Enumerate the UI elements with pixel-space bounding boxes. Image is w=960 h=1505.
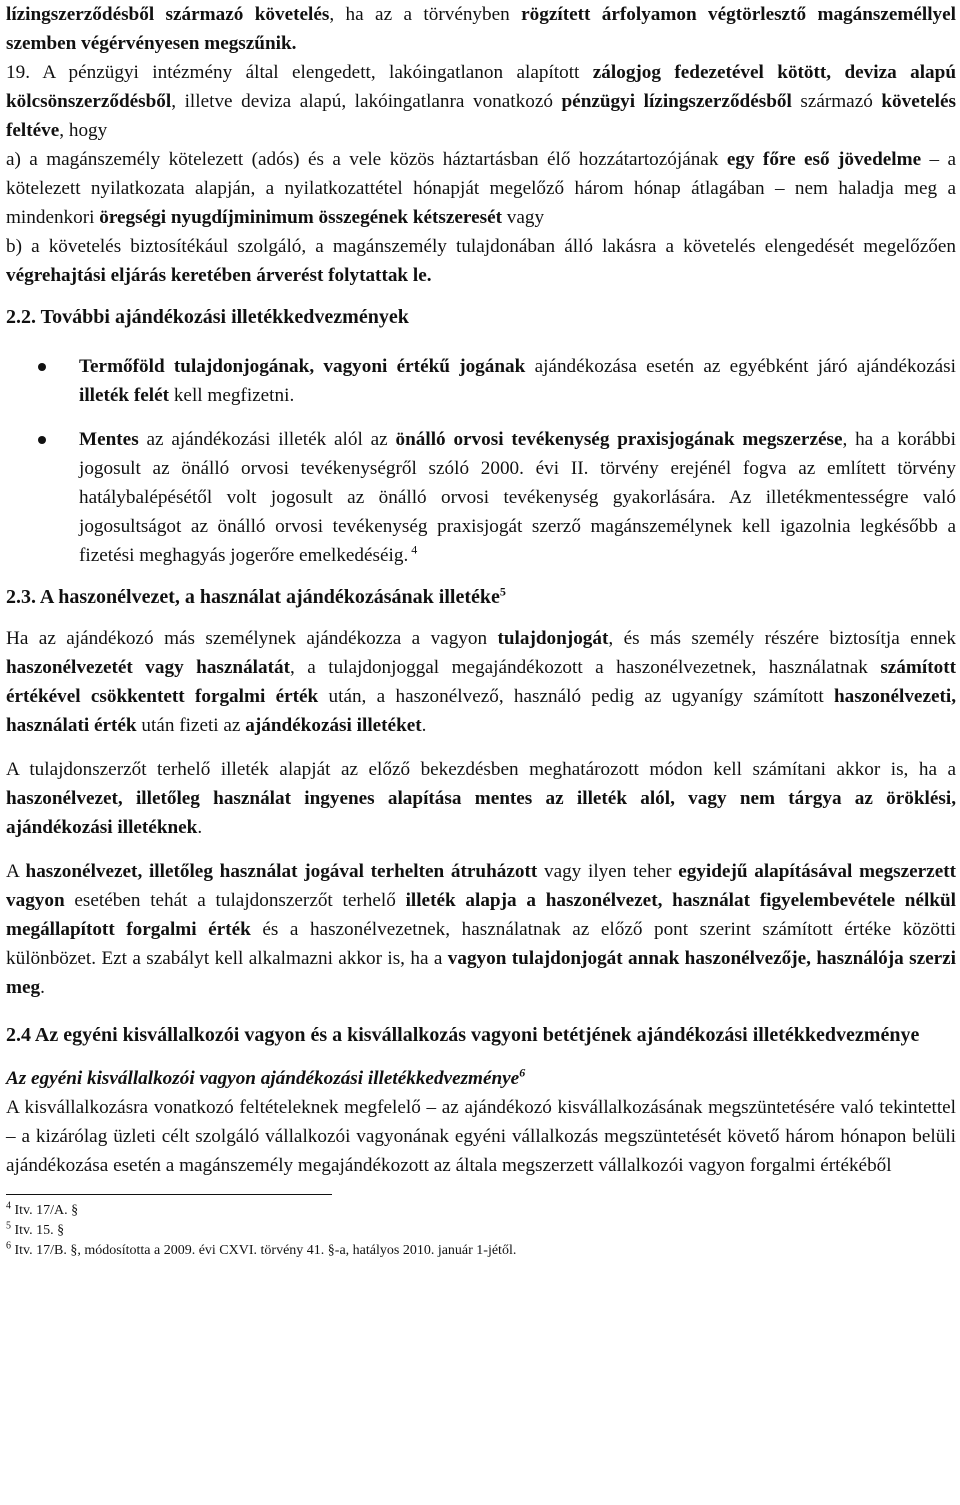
footnote-5: $^5$ Itv. 15. §: [6, 1220, 65, 1238]
paragraph-continuation: lízingszerződésből származó követelés, ha az a törvényben rögzített árfolyamon végtörlesztő magánszeméllyel szemben végérvényesen megszűnik.: [6, 4, 957, 54]
bullet-icon: [38, 436, 46, 444]
subheading-2-4: Az egyéni kisvállalkozói vagyon ajándékozási illetékkedvezménye$^6$: [6, 1065, 526, 1089]
bullet-item-termofold: Termőföld tulajdonjogának, vagyoni értékű jogának ajándékozása esetén az egyébként járó ajándékozási illeték felét kell megfizetni.: [6, 352, 956, 410]
paragraph-b: b) a követelés biztosítékául szolgáló, a magánszemély tulajdonában álló lakásra a követelés elengedését megelőzően végrehajtási eljárás keretében árverést folytattak le.: [6, 236, 956, 286]
footnote-ref-5[interactable]: 5: [499, 584, 506, 599]
paragraph-19: 19. A pénzügyi intézmény által elengedett, lakóingatlanon alapított zálogjog fedezetével kötött, deviza alapú kölcsönszerződésből, illetve deviza alapú, lakóingatlanra vonatkozó pénzügyi lízingszerződésből származó követelés feltéve, hogy: [6, 62, 956, 141]
bullet-item-mentes: Mentes az ajándékozási illeték alól az önálló orvosi tevékenység praxisjogának megszerzése, ha a korábbi jogosult az önálló orvosi tevékenységről szóló 2000. évi II. törvény erejénél fogva az említett törvény hatálybalépésétől volt jogosult az önálló orvosi tevékenység gyakorlására. Az illetékmentességre való jogosultságot az önálló orvosi tevékenység praxisjogát szerző magánszemélynek kell igazolnia legkésőbb a fizetési meghagyás jogerőre emelkedéséig. $^4$: [6, 425, 956, 570]
footnote-ref-6[interactable]: 6: [519, 1065, 526, 1080]
document-page: [6, 0, 956, 1261]
heading-2-3: 2.3. A haszonélvezet, a használat ajándékozásának illetéke$^5$: [6, 584, 506, 608]
heading-2-4: 2.4 Az egyéni kisvállalkozói vagyon és a kisvállalkozás vagyoni betétjének ajándékozási illetékkedvezménye: [6, 1024, 920, 1046]
paragraph-a: a) a magánszemély kötelezett (adós) és a vele közös háztartásban élő hozzátartozójának egy főre eső jövedelme – a kötelezett nyilatkozata alapján, a nyilatkozattétel hónapját megelőző három hónap átlagában – nem haladja meg a mindenkori öregségi nyugdíjminimum összegének kétszeresét vagy: [6, 149, 956, 228]
bullet-list: [6, 352, 956, 570]
bullet-icon: [38, 363, 46, 371]
paragraph-2-3-b: A tulajdonszerzőt terhelő illeték alapját az előző bekezdésben meghatározott módon kell számítani akkor is, ha a haszonélvezet, illetőleg használat ingyenes alapítása mentes az illeték alól, vagy nem tárgya az öröklési, ajándékozási illetéknek.: [6, 759, 956, 838]
paragraph-2-3-c: A haszonélvezet, illetőleg használat jogával terhelten átruházott vagy ilyen teher egyidejű alapításával megszerzett vagyon esetében tehát a tulajdonszerzőt terhelő illeték alapja a haszonélvezet, használat figyelembevétele nélkül megállapított forgalmi érték és a haszonélvezetnek, használatnak az előző pont szerint számított értéke közötti különbözet. Ezt a szabályt kell alkalmazni akkor is, ha a vagyon tulajdonjogát annak haszonélvezője, használója szerzi meg.: [6, 861, 956, 998]
footnote-6: $^6$ Itv. 17/B. §, módosította a 2009. évi CXVI. törvény 41. §-a, hatályos 2010. január 1-jétől.: [6, 1240, 517, 1258]
footnote-divider: [6, 1194, 332, 1195]
heading-2-2: 2.2. További ajándékozási illetékkedvezmények: [6, 306, 409, 328]
paragraph-2-3-a: Ha az ajándékozó más személynek ajándékozza a vagyon tulajdonjogát, és más személy részére biztosítja ennek haszonélvezetét vagy használatát, a tulajdonjoggal megajándékozott a haszonélvezetnek, használatnak számított értékével csökkentett forgalmi érték után, a haszonélvező, használó pedig az ugyanígy számított haszonélvezeti, használati érték után fizeti az ajándékozási illetéket.: [6, 628, 956, 736]
paragraph-2-4: A kisvállalkozásra vonatkozó feltételeknek megfelelő – az ajándékozó kisvállalkozásának megszüntetésére való tekintettel – a kizárólag üzleti célt szolgáló vállalkozói vagyonának egyéni vállalkozás megszüntetését követő három hónapon belüli ajándékozása esetén a magánszemély megajándékozott az általa megszerzett vállalkozói vagyon forgalmi értékéből: [6, 1097, 956, 1176]
footnote-ref-4[interactable]: 4: [408, 542, 418, 557]
footnote-4: $^4$ Itv. 17/A. §: [6, 1200, 79, 1218]
